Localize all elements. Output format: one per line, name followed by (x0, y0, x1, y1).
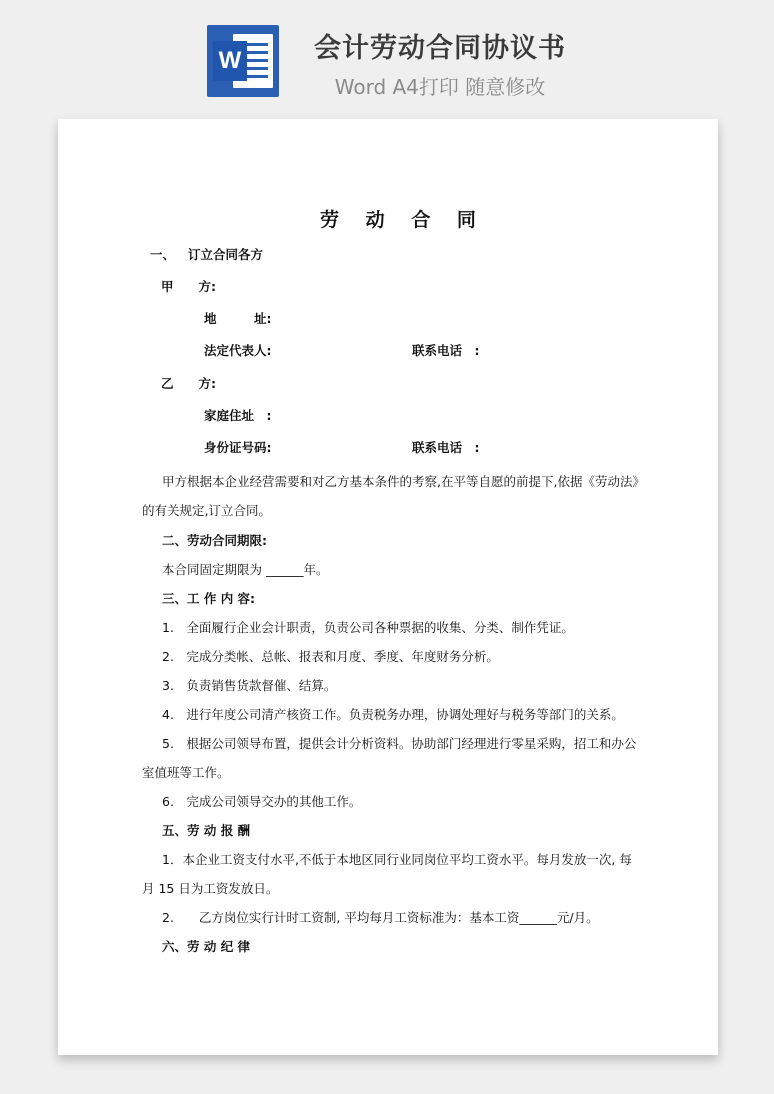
list-item: 5. 根据公司领导布置，提供会计分析资料。协助部门经理进行零星采购，招工和办公 (162, 736, 637, 751)
banner-title: 会计劳动合同协议书 (314, 33, 566, 64)
party-a-address-label: 地 址: (204, 311, 272, 326)
section5-heading: 五、劳 动 报 酬 (162, 823, 251, 838)
list-item: 4. 进行年度公司清产核资工作。负责税务办理，协调处理好与税务等部门的关系。 (162, 707, 624, 722)
party-b-id-label: 身份证号码: (204, 440, 272, 455)
section1-number: 一、 (150, 247, 176, 262)
party-b-label: 乙 方: (161, 376, 216, 391)
intro-line-1: 甲方根据本企业经营需要和对乙方基本条件的考察,在平等自愿的前提下,依据《劳动法》 (162, 474, 645, 489)
party-a-label: 甲 方: (161, 279, 216, 294)
list-item: 6. 完成公司领导交办的其他工作。 (162, 794, 362, 809)
document-title: 劳 动 合 同 (320, 209, 486, 231)
section6-heading: 六、劳 动 纪 律 (162, 939, 251, 954)
list-item: 3. 负责销售货款督催、结算。 (162, 678, 337, 693)
list-item-continuation: 室值班等工作。 (142, 765, 230, 780)
section5-item2: 2. 乙方岗位实行计时工资制, 平均每月工资标准为：基本工资______元/月。 (162, 910, 599, 925)
banner (0, 0, 774, 110)
party-b-home-address-label: 家庭住址 : (204, 408, 272, 423)
word-icon (207, 25, 279, 97)
section1-heading: 订立合同各方 (188, 247, 264, 262)
section5-item1-line1: 1．本企业工资支付水平,不低于本地区同行业同岗位平均工资水平。每月发放一次, 每 (162, 852, 632, 867)
section2-heading: 二、劳动合同期限: (162, 533, 267, 548)
watermark (90, 491, 114, 512)
document-page (58, 119, 718, 1055)
party-b-phone-label: 联系电话 : (412, 440, 480, 455)
intro-line-2: 的有关规定,订立合同。 (142, 503, 271, 518)
section2-text: 本合同固定期限为 ______年。 (162, 562, 329, 577)
list-item: 2. 完成分类帐、总帐、报表和月度、季度、年度财务分析。 (162, 649, 499, 664)
word-icon-letter: W (213, 41, 247, 81)
party-a-legal-rep-label: 法定代表人: (204, 343, 272, 358)
section3-heading: 三、工 作 内 容: (162, 591, 256, 606)
section5-item1-line2: 月 15 日为工资发放日。 (142, 881, 279, 896)
party-a-phone-label: 联系电话 : (412, 343, 480, 358)
banner-subtitle: Word A4打印 随意修改 (334, 75, 546, 99)
list-item: 1. 全面履行企业会计职责，负责公司各种票据的收集、分类、制作凭证。 (162, 620, 574, 635)
